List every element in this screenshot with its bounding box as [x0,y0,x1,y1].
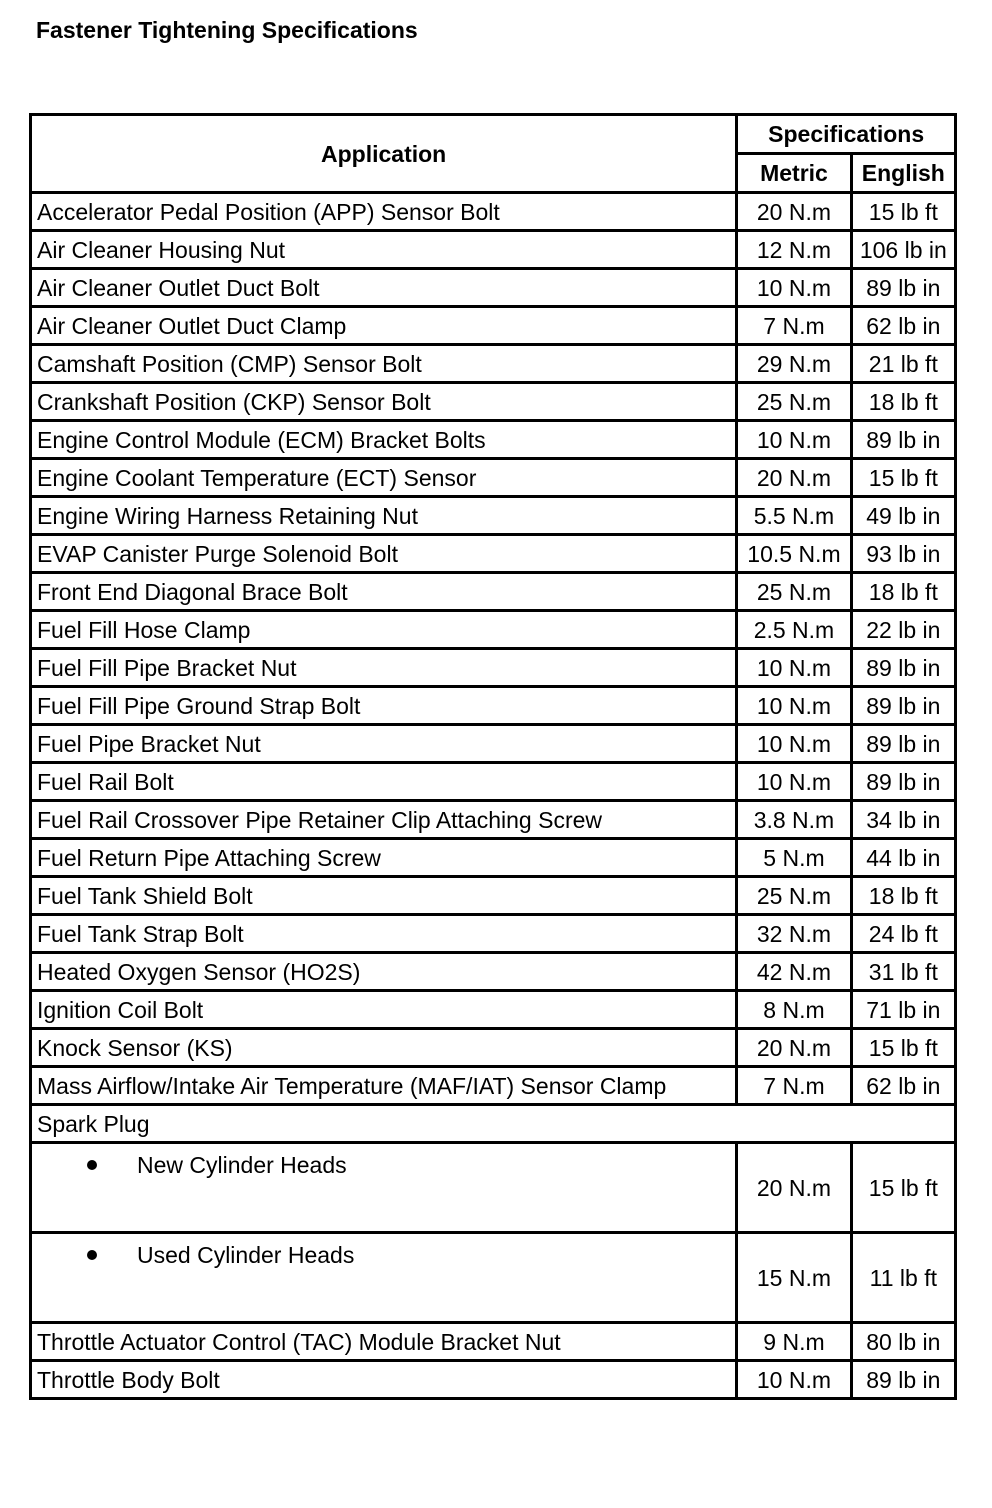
english-cell [851,345,955,383]
bullet-icon [87,1250,97,1260]
metric-cell-text: 10.5 N.m [747,540,841,567]
metric-cell-text: 20 N.m [756,1174,832,1201]
application-cell-text: Heated Oxygen Sensor (HO2S) [37,958,361,985]
table-row [31,535,956,573]
english-cell [851,877,955,915]
english-cell-text: 21 lb ft [868,350,938,377]
application-cell [31,991,737,1029]
english-cell-text: 15 lb ft [868,1174,938,1201]
english-cell-text: 22 lb in [866,616,941,643]
metric-cell [737,877,851,915]
metric-cell-text: 9 N.m [763,1328,825,1355]
metric-cell [737,421,851,459]
english-cell-text: 93 lb in [866,540,941,567]
application-cell [31,535,737,573]
english-cell [851,535,955,573]
table-row [31,611,956,649]
table-row [31,687,956,725]
application-cell [31,649,737,687]
metric-cell-text: 25 N.m [756,882,832,909]
application-cell-text: Mass Airflow/Intake Air Temperature (MAF/IAT) Sensor Clamp [37,1072,667,1099]
metric-cell-text: 10 N.m [756,1366,832,1393]
table-row [31,1029,956,1067]
english-cell-text: 80 lb in [866,1328,941,1355]
english-cell-text: 62 lb in [866,312,941,339]
spark-plug-group-row [31,1105,956,1143]
specifications-header: Specifications [737,115,956,154]
metric-cell [737,801,851,839]
application-cell [31,421,737,459]
application-cell-text: Fuel Rail Bolt [37,768,174,795]
table-row [31,839,956,877]
english-cell [851,573,955,611]
application-cell-text: Fuel Pipe Bracket Nut [37,730,261,757]
metric-cell [737,459,851,497]
metric-cell [737,535,851,573]
application-cell-text: Throttle Body Bolt [37,1366,220,1393]
application-cell-text: Engine Control Module (ECM) Bracket Bolts [37,426,486,453]
metric-cell [737,763,851,801]
table-row [31,915,956,953]
table-row [31,1361,956,1399]
application-cell-text: Air Cleaner Outlet Duct Bolt [37,274,320,301]
table-row [31,269,956,307]
table-row [31,345,956,383]
table-row [31,1323,956,1361]
metric-cell [737,193,851,231]
english-cell-text: 89 lb in [866,274,941,301]
english-cell-text: 89 lb in [866,426,941,453]
application-cell-text: EVAP Canister Purge Solenoid Bolt [37,540,398,567]
english-cell [851,1361,955,1399]
metric-cell [737,687,851,725]
metric-cell [737,953,851,991]
application-cell [31,953,737,991]
metric-cell-text: 29 N.m [756,350,832,377]
metric-cell-text: 15 N.m [756,1264,832,1291]
application-cell [31,687,737,725]
spark-plug-label [31,1105,956,1143]
metric-cell-text: 5 N.m [763,844,825,871]
application-cell [31,459,737,497]
table-body [31,193,956,1399]
metric-cell-text: 25 N.m [756,578,832,605]
table-header [31,115,956,193]
application-cell [31,307,737,345]
application-cell-text: Fuel Rail Crossover Pipe Retainer Clip Attaching Screw [37,806,603,833]
application-cell [31,839,737,877]
metric-cell [737,1143,851,1233]
application-cell [31,801,737,839]
metric-cell [737,307,851,345]
table-row [31,649,956,687]
metric-cell-text: 32 N.m [756,920,832,947]
english-cell-text: 62 lb in [866,1072,941,1099]
metric-cell [737,839,851,877]
english-cell [851,611,955,649]
english-cell-text: 49 lb in [866,502,941,529]
metric-cell-text: 42 N.m [756,958,832,985]
application-cell [31,611,737,649]
application-cell-text: Fuel Return Pipe Attaching Screw [37,844,381,871]
application-cell [31,915,737,953]
table-row [31,953,956,991]
english-cell [851,421,955,459]
english-cell [851,1233,955,1323]
metric-cell-text: 5.5 N.m [753,502,835,529]
metric-cell [737,1361,851,1399]
metric-cell [737,1067,851,1105]
english-cell-text: 89 lb in [866,654,941,681]
application-cell-text: Front End Diagonal Brace Bolt [37,578,348,605]
table-row [31,573,956,611]
application-cell-text: Fuel Tank Strap Bolt [37,920,244,947]
metric-cell-text: 10 N.m [756,730,832,757]
metric-cell [737,383,851,421]
english-cell [851,1143,955,1233]
metric-header: Metric [737,154,851,193]
metric-cell [737,231,851,269]
application-cell-text: Throttle Actuator Control (TAC) Module Bracket Nut [37,1328,561,1355]
application-cell [31,573,737,611]
application-cell-text: Fuel Tank Shield Bolt [37,882,253,909]
english-cell-text: 106 lb in [859,236,947,263]
metric-cell [737,1323,851,1361]
application-cell-text: Crankshaft Position (CKP) Sensor Bolt [37,388,431,415]
english-cell-text: 11 lb ft [869,1264,937,1291]
application-cell-text: Fuel Fill Pipe Bracket Nut [37,654,297,681]
english-cell [851,725,955,763]
application-cell [31,269,737,307]
page-title: Fastener Tightening Specifications [36,17,418,43]
english-cell [851,915,955,953]
metric-cell-text: 10 N.m [756,654,832,681]
table-row [31,1067,956,1105]
english-header: English [851,154,955,193]
english-cell-text: 34 lb in [866,806,941,833]
table-row [31,991,956,1029]
english-cell-text: 31 lb ft [868,958,938,985]
metric-cell [737,725,851,763]
metric-cell-text: 12 N.m [756,236,832,263]
english-cell-text: 89 lb in [866,1366,941,1393]
metric-cell [737,915,851,953]
metric-cell-text: 10 N.m [756,768,832,795]
metric-cell-text: 7 N.m [763,1072,825,1099]
application-cell-text: Air Cleaner Outlet Duct Clamp [37,312,347,339]
table-row [31,459,956,497]
english-cell [851,497,955,535]
metric-cell [737,1029,851,1067]
table-row [31,725,956,763]
spark-plug-label-text: Spark Plug [37,1110,150,1137]
english-cell [851,1067,955,1105]
application-cell-text: Fuel Fill Pipe Ground Strap Bolt [37,692,361,719]
english-cell-text: 18 lb ft [868,578,938,605]
application-cell [31,1233,737,1323]
application-cell-text: New Cylinder Heads [137,1152,347,1178]
english-cell-text: 18 lb ft [868,388,938,415]
application-cell-text: Fuel Fill Hose Clamp [37,616,251,643]
metric-cell-text: 10 N.m [756,274,832,301]
application-cell [31,345,737,383]
application-cell [31,877,737,915]
application-cell-text: Ignition Coil Bolt [37,996,204,1023]
english-cell-text: 24 lb ft [868,920,938,947]
english-cell-text: 15 lb ft [868,198,938,225]
metric-cell [737,649,851,687]
english-cell [851,383,955,421]
table-row [31,497,956,535]
metric-cell-text: 20 N.m [756,464,832,491]
english-cell-text: 44 lb in [866,844,941,871]
english-cell-text: 89 lb in [866,768,941,795]
metric-cell [737,345,851,383]
metric-cell-text: 2.5 N.m [753,616,835,643]
application-cell [31,1067,737,1105]
english-cell [851,687,955,725]
english-cell-text: 15 lb ft [868,1034,938,1061]
application-cell [31,1361,737,1399]
table-row [31,193,956,231]
english-cell [851,193,955,231]
application-header: Application [31,115,737,193]
english-cell-text: 18 lb ft [868,882,938,909]
english-cell-text: 89 lb in [866,730,941,757]
english-cell-text: 15 lb ft [868,464,938,491]
application-cell [31,231,737,269]
metric-cell-text: 20 N.m [756,1034,832,1061]
metric-cell-text: 7 N.m [763,312,825,339]
english-cell [851,1323,955,1361]
english-cell [851,459,955,497]
english-cell [851,1029,955,1067]
application-cell [31,763,737,801]
english-cell [851,763,955,801]
application-cell [31,383,737,421]
metric-cell [737,1233,851,1323]
application-cell [31,1323,737,1361]
table-row [31,383,956,421]
metric-cell [737,991,851,1029]
spark-plug-sub-row [31,1233,956,1323]
table-row [31,421,956,459]
english-cell [851,839,955,877]
header-row-top [31,115,956,154]
application-cell [31,193,737,231]
english-cell [851,953,955,991]
spark-plug-sub-row [31,1143,956,1233]
application-cell [31,1029,737,1067]
table-row [31,231,956,269]
application-cell-text: Engine Wiring Harness Retaining Nut [37,502,418,529]
application-cell-text: Accelerator Pedal Position (APP) Sensor Bolt [37,198,500,225]
metric-cell-text: 3.8 N.m [753,806,835,833]
metric-cell-text: 25 N.m [756,388,832,415]
application-cell-text: Engine Coolant Temperature (ECT) Sensor [37,464,477,491]
metric-cell-text: 10 N.m [756,692,832,719]
table-row [31,307,956,345]
english-cell [851,307,955,345]
english-cell [851,649,955,687]
english-cell-text: 71 lb in [866,996,941,1023]
metric-cell [737,269,851,307]
english-cell-text: 89 lb in [866,692,941,719]
metric-cell-text: 20 N.m [756,198,832,225]
fastener-spec-table [29,113,957,1400]
application-cell [31,1143,737,1233]
application-cell [31,725,737,763]
bullet-icon [87,1160,97,1170]
metric-cell [737,497,851,535]
application-cell-text: Knock Sensor (KS) [37,1034,233,1061]
english-cell [851,231,955,269]
table-row [31,801,956,839]
application-cell-text: Air Cleaner Housing Nut [37,236,286,263]
english-cell [851,801,955,839]
metric-cell-text: 10 N.m [756,426,832,453]
metric-cell [737,611,851,649]
application-cell-text: Camshaft Position (CMP) Sensor Bolt [37,350,422,377]
application-cell [31,497,737,535]
english-cell [851,269,955,307]
application-cell-text: Used Cylinder Heads [137,1242,355,1268]
english-cell [851,991,955,1029]
metric-cell [737,573,851,611]
table-row [31,763,956,801]
table-row [31,877,956,915]
metric-cell-text: 8 N.m [763,996,825,1023]
